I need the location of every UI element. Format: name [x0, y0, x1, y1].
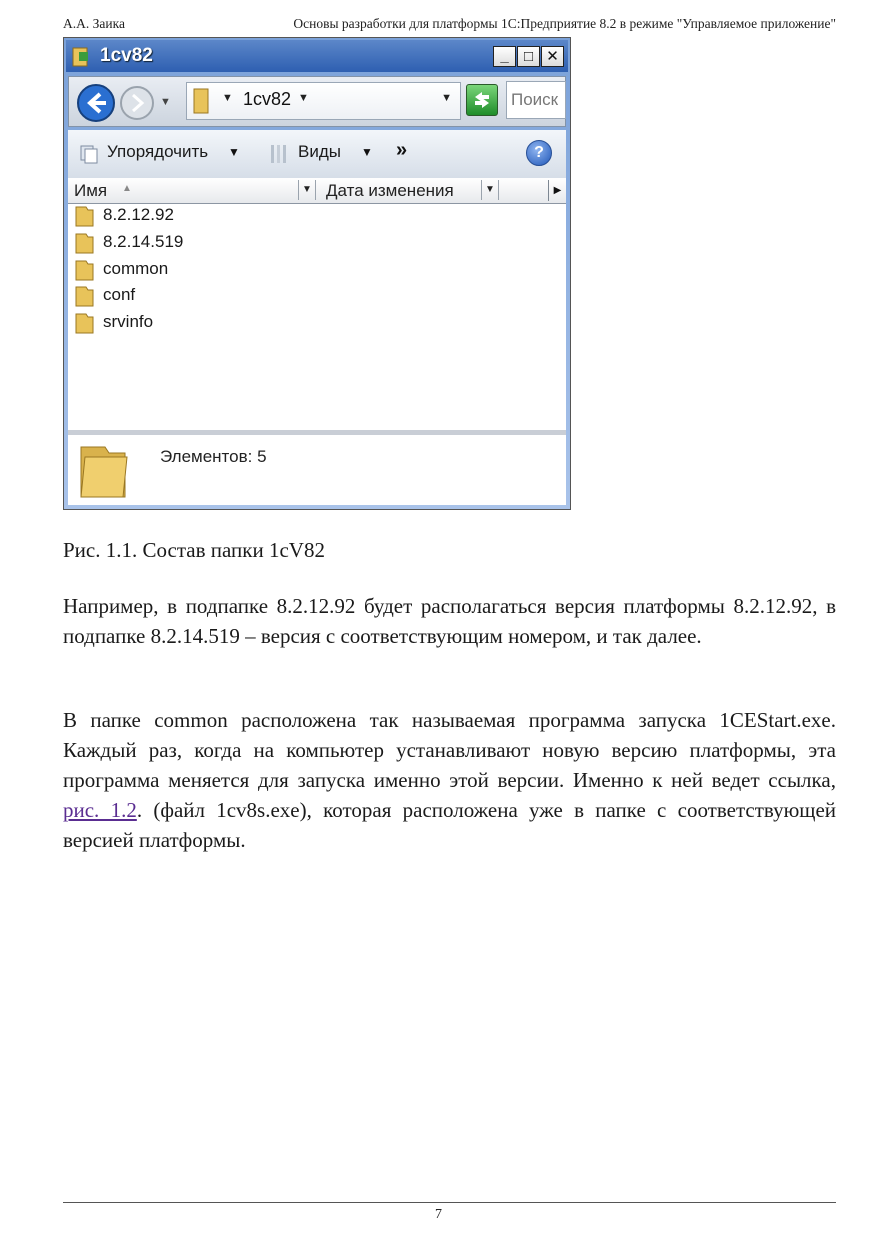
figure-caption: Рис. 1.1. Состав папки 1cV82 — [63, 538, 325, 562]
organize-icon — [78, 143, 100, 165]
views-icon — [268, 141, 292, 167]
folder-icon — [73, 204, 96, 228]
running-header — [63, 16, 836, 36]
list-item[interactable] — [73, 284, 273, 308]
refresh-icon — [467, 85, 497, 115]
folder-name: 8.2.14.519 — [103, 232, 184, 251]
item-count: Элементов: 5 — [160, 447, 267, 466]
breadcrumb-chevron-icon[interactable]: ▼ — [222, 92, 233, 104]
views-button[interactable]: Виды — [298, 142, 341, 161]
folder-name: 8.2.12.92 — [103, 205, 174, 224]
list-item[interactable] — [73, 231, 273, 255]
folder-name: conf — [103, 285, 136, 304]
forward-arrow-icon[interactable] — [119, 85, 155, 121]
folder-icon — [73, 311, 96, 335]
minimize-button[interactable]: _ — [493, 46, 516, 67]
folder-name: common — [103, 259, 169, 278]
command-toolbar — [68, 130, 566, 179]
search-placeholder: Поиск — [511, 90, 559, 109]
column-header-name[interactable]: Имя — [74, 181, 108, 200]
maximize-button[interactable]: □ — [517, 46, 540, 67]
sort-ascending-icon: ▲ — [122, 183, 132, 194]
folder-name: srvinfo — [103, 312, 154, 331]
file-list — [68, 178, 566, 430]
paragraph — [63, 705, 836, 855]
folder-icon — [73, 258, 96, 282]
column-header-date[interactable]: Дата изменения — [326, 181, 454, 200]
refresh-button[interactable] — [466, 84, 498, 116]
back-arrow-icon[interactable] — [76, 83, 116, 123]
paragraph-text: . (файл 1cv8s.exe), которая расположена уже в папке с соответствующей версией платформы. — [63, 798, 837, 852]
window-title: 1cv82 — [100, 45, 153, 66]
paragraph-text: В папке common расположена так называемая программа запуска 1CEStart.exe. Каждый раз, когда на компьютер устанавливают новую версию платформы, эта программа меняется для запуска именно этой версии. Именно к ней ведет ссылка, — [63, 708, 836, 792]
paragraph: Например, в подпапке 8.2.12.92 будет располагаться версия платформы 8.2.12.92, в подпапке 8.2.14.519 – версия с соответствующим номером, и так далее. — [63, 594, 836, 648]
column-headers — [68, 178, 566, 204]
address-path[interactable]: 1cv82 — [243, 89, 292, 109]
search-input[interactable] — [506, 81, 566, 119]
details-pane — [68, 430, 566, 505]
address-dropdown-icon[interactable]: ▼ — [441, 92, 452, 104]
header-author: А.А. Заика — [63, 16, 125, 31]
list-item[interactable] — [73, 258, 273, 282]
history-dropdown-icon[interactable]: ▼ — [160, 96, 171, 108]
address-bar — [68, 76, 566, 127]
folder-icon — [73, 284, 96, 308]
views-dropdown-icon[interactable]: ▼ — [361, 145, 373, 159]
explorer-window — [63, 37, 571, 510]
list-item[interactable] — [73, 204, 273, 228]
page-number: 7 — [435, 1207, 442, 1222]
breadcrumb-chevron-icon[interactable]: ▼ — [298, 92, 309, 104]
folder-icon — [75, 441, 131, 501]
organize-button[interactable]: Упорядочить — [107, 142, 209, 161]
figure-reference-link[interactable]: рис. 1.2 — [63, 798, 137, 822]
help-icon[interactable]: ? — [526, 140, 552, 166]
footer-divider — [63, 1202, 836, 1203]
folder-icon — [191, 86, 211, 116]
folder-icon — [70, 46, 92, 68]
list-item[interactable] — [73, 311, 273, 335]
organize-dropdown-icon[interactable]: ▼ — [228, 145, 240, 159]
folder-icon — [73, 231, 96, 255]
address-field[interactable] — [186, 82, 461, 120]
title-bar[interactable] — [66, 40, 568, 72]
column-filter-dropdown-icon[interactable]: ▼ — [298, 180, 316, 200]
column-filter-dropdown-icon[interactable]: ▼ — [481, 180, 499, 200]
close-button[interactable]: ✕ — [541, 46, 564, 67]
header-book-title: Основы разработки для платформы 1С:Предприятие 8.2 в режиме "Управляемое приложение" — [293, 16, 836, 31]
more-commands-icon[interactable]: » — [396, 139, 408, 161]
scroll-right-icon[interactable]: ▶ — [548, 180, 566, 201]
